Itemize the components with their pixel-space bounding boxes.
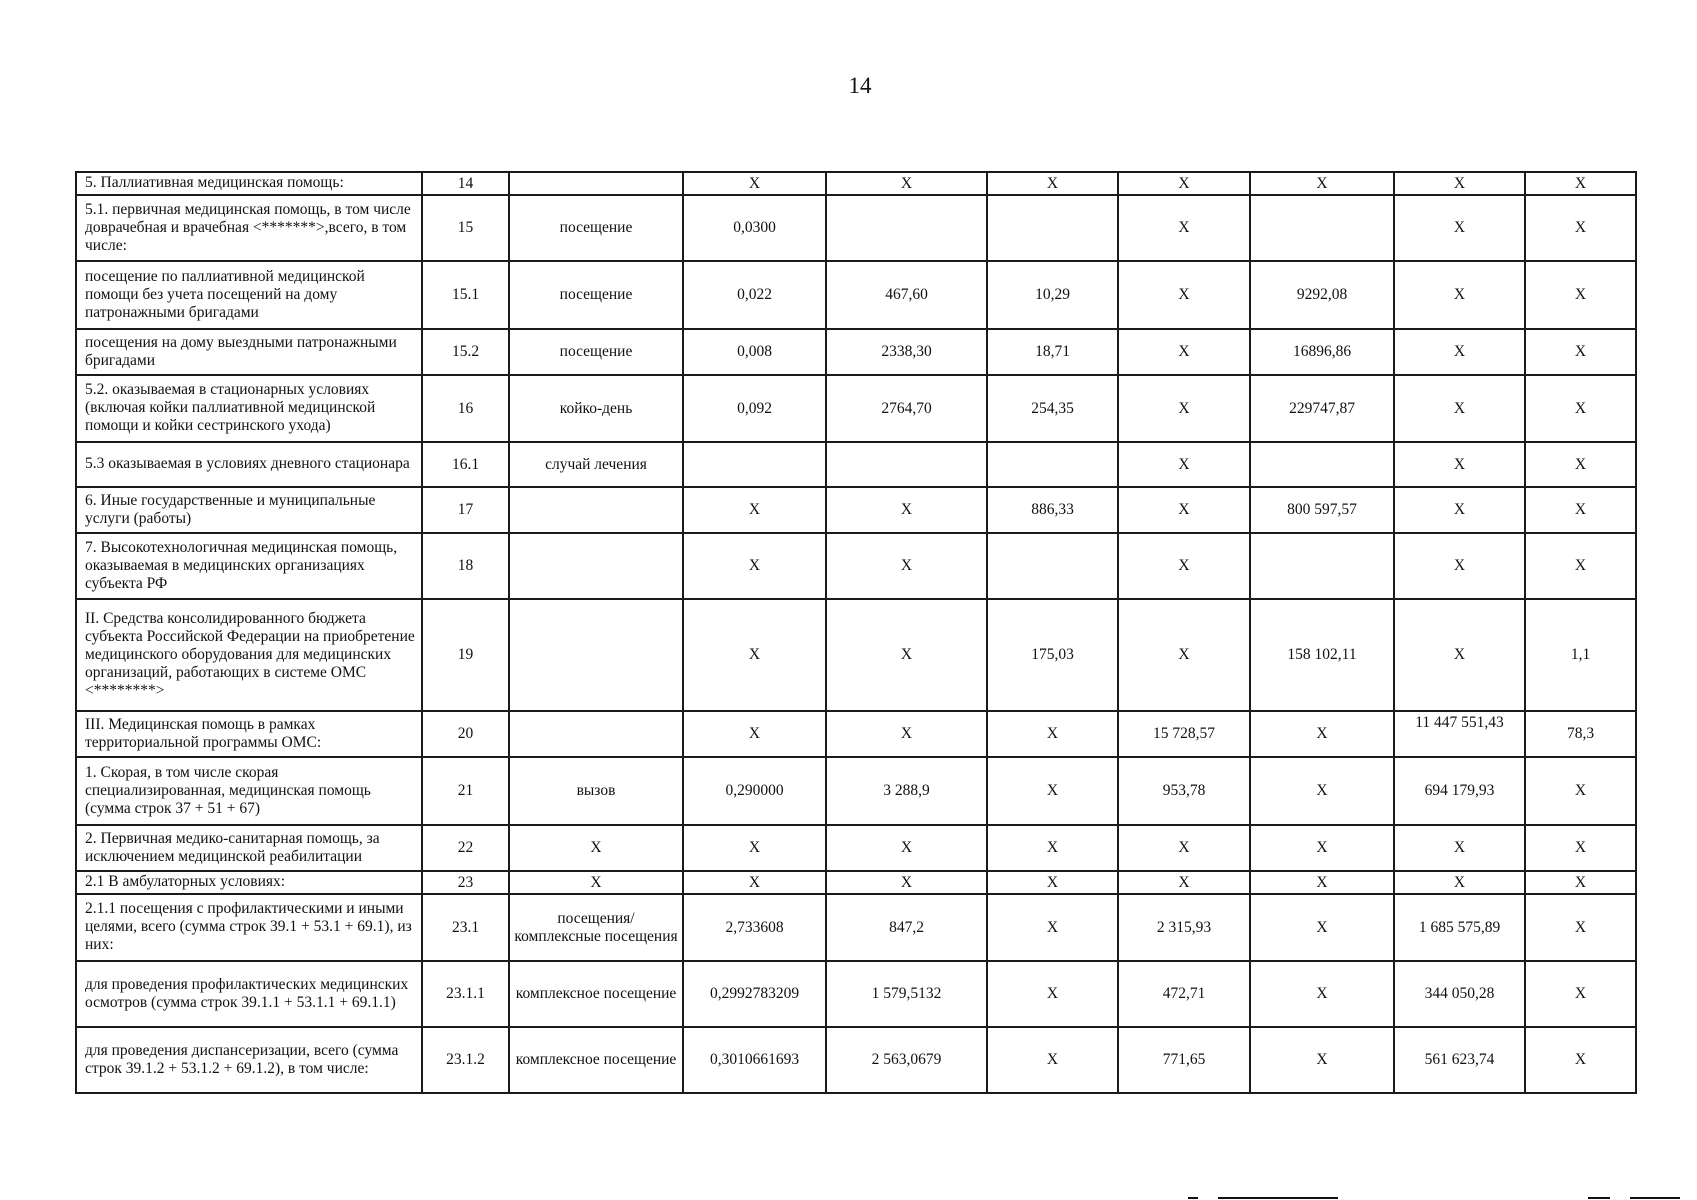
row-value: X	[683, 533, 826, 599]
row-value: X	[1394, 533, 1525, 599]
row-unit: посещение	[509, 195, 683, 261]
row-value: 0,2992783209	[683, 961, 826, 1027]
row-name: 1. Скорая, в том числе скорая специализированная, медицинская помощь (сумма строк 37 + 51 + 67)	[76, 757, 422, 825]
table-row	[76, 487, 1636, 533]
row-value: X	[683, 599, 826, 711]
footer-dash	[1188, 1197, 1198, 1199]
row-value: X	[1525, 375, 1636, 442]
row-unit	[509, 711, 683, 757]
row-unit: койко-день	[509, 375, 683, 442]
row-value: X	[1525, 329, 1636, 375]
row-unit	[509, 533, 683, 599]
row-value: 2764,70	[826, 375, 987, 442]
row-unit: посещение	[509, 261, 683, 329]
row-value: X	[1118, 442, 1250, 487]
row-value: X	[1394, 172, 1525, 195]
row-code: 23.1.2	[422, 1027, 509, 1093]
row-value: X	[1118, 871, 1250, 894]
row-value: X	[1250, 711, 1394, 757]
table-row	[76, 894, 1636, 961]
row-value: 158 102,11	[1250, 599, 1394, 711]
row-value: X	[987, 172, 1118, 195]
row-value: 467,60	[826, 261, 987, 329]
table-row	[76, 261, 1636, 329]
row-unit: вызов	[509, 757, 683, 825]
row-value: 561 623,74	[1394, 1027, 1525, 1093]
row-value: 800 597,57	[1250, 487, 1394, 533]
table-row	[76, 825, 1636, 871]
row-value: X	[1394, 871, 1525, 894]
row-value: X	[1250, 1027, 1394, 1093]
footer-dash	[1588, 1197, 1610, 1199]
row-value: X	[1118, 825, 1250, 871]
row-value: X	[1118, 172, 1250, 195]
row-value: X	[683, 711, 826, 757]
row-value: X	[987, 961, 1118, 1027]
row-value: X	[987, 871, 1118, 894]
table-row	[76, 442, 1636, 487]
row-value: 11 447 551,43	[1394, 711, 1525, 757]
row-value: X	[1394, 825, 1525, 871]
row-value: 472,71	[1118, 961, 1250, 1027]
table-row	[76, 195, 1636, 261]
financing-table	[75, 171, 1637, 1094]
row-value: 9292,08	[1250, 261, 1394, 329]
row-unit	[509, 599, 683, 711]
row-value: 953,78	[1118, 757, 1250, 825]
row-value: X	[826, 871, 987, 894]
table-row	[76, 533, 1636, 599]
row-value: 229747,87	[1250, 375, 1394, 442]
row-value: 2338,30	[826, 329, 987, 375]
row-value: X	[683, 487, 826, 533]
row-value: 78,3	[1525, 711, 1636, 757]
table-row	[76, 599, 1636, 711]
row-value: 847,2	[826, 894, 987, 961]
row-value: X	[1394, 487, 1525, 533]
row-name: 6. Иные государственные и муниципальные услуги (работы)	[76, 487, 422, 533]
row-code: 22	[422, 825, 509, 871]
row-code: 23.1	[422, 894, 509, 961]
row-code: 17	[422, 487, 509, 533]
row-value: X	[987, 894, 1118, 961]
row-value: 1,1	[1525, 599, 1636, 711]
row-name: 5.2. оказываемая в стационарных условиях (включая койки паллиативной медицинской помощи и койки сестринского ухода)	[76, 375, 422, 442]
footer-rule	[1630, 1197, 1680, 1199]
row-value: X	[1525, 487, 1636, 533]
row-value: X	[826, 825, 987, 871]
row-value: X	[826, 487, 987, 533]
row-code: 20	[422, 711, 509, 757]
row-value	[987, 442, 1118, 487]
row-value	[826, 195, 987, 261]
row-value: 175,03	[987, 599, 1118, 711]
row-value: 0,3010661693	[683, 1027, 826, 1093]
row-unit	[509, 172, 683, 195]
row-name: III. Медицинская помощь в рамках территориальной программы ОМС:	[76, 711, 422, 757]
row-value: X	[1525, 195, 1636, 261]
row-code: 14	[422, 172, 509, 195]
row-value: X	[1118, 599, 1250, 711]
row-code: 16.1	[422, 442, 509, 487]
row-name: II. Средства консолидированного бюджета субъекта Российской Федерации на приобретение медицинского оборудования для медицинских организаций, работающих в системе ОМС <********>	[76, 599, 422, 711]
row-value: X	[1525, 172, 1636, 195]
row-value: X	[987, 825, 1118, 871]
row-value: X	[1118, 195, 1250, 261]
row-value: 0,092	[683, 375, 826, 442]
row-value	[1250, 533, 1394, 599]
table-row	[76, 329, 1636, 375]
row-name: 5.1. первичная медицинская помощь, в том числе доврачебная и врачебная <*******>,всего, в том числе:	[76, 195, 422, 261]
row-value: X	[1118, 329, 1250, 375]
row-value: X	[987, 1027, 1118, 1093]
row-value: 2 315,93	[1118, 894, 1250, 961]
row-value: X	[826, 172, 987, 195]
row-value: X	[1118, 533, 1250, 599]
row-value: X	[1525, 442, 1636, 487]
row-value: X	[1394, 195, 1525, 261]
row-value: 254,35	[987, 375, 1118, 442]
row-name: 5. Паллиативная медицинская помощь:	[76, 172, 422, 195]
row-value: X	[1250, 757, 1394, 825]
row-value: X	[987, 711, 1118, 757]
row-value: X	[1118, 375, 1250, 442]
row-unit: комплексное посещение	[509, 961, 683, 1027]
row-code: 23	[422, 871, 509, 894]
row-unit	[509, 487, 683, 533]
row-name: посещение по паллиативной медицинской помощи без учета посещений на дому патронажными бригадами	[76, 261, 422, 329]
row-value	[1250, 442, 1394, 487]
row-value: X	[1525, 261, 1636, 329]
row-code: 15.1	[422, 261, 509, 329]
row-name: посещения на дому выездными патронажными бригадами	[76, 329, 422, 375]
table-row	[76, 172, 1636, 195]
row-name: 2.1.1 посещения с профилактическими и иными целями, всего (сумма строк 39.1 + 53.1 + 69.1), из них:	[76, 894, 422, 961]
row-unit: посещения/ комплексные посещения	[509, 894, 683, 961]
row-value: 0,008	[683, 329, 826, 375]
row-value: X	[1525, 961, 1636, 1027]
row-name: для проведения диспансеризации, всего (сумма строк 39.1.2 + 53.1.2 + 69.1.2), в том числе:	[76, 1027, 422, 1093]
row-value: X	[826, 599, 987, 711]
row-value: 16896,86	[1250, 329, 1394, 375]
row-value: X	[1525, 757, 1636, 825]
row-unit: случай лечения	[509, 442, 683, 487]
row-value: X	[683, 871, 826, 894]
row-value: 15 728,57	[1118, 711, 1250, 757]
table-row	[76, 1027, 1636, 1093]
table-row	[76, 711, 1636, 757]
footer-rule	[1218, 1197, 1338, 1199]
row-value: 1 579,5132	[826, 961, 987, 1027]
row-value: 10,29	[987, 261, 1118, 329]
row-value: 18,71	[987, 329, 1118, 375]
row-value: 771,65	[1118, 1027, 1250, 1093]
row-value: X	[1250, 172, 1394, 195]
row-value	[826, 442, 987, 487]
row-value: X	[1525, 825, 1636, 871]
row-value: X	[1525, 871, 1636, 894]
row-value: X	[1250, 961, 1394, 1027]
row-value: X	[1250, 871, 1394, 894]
row-value: X	[987, 757, 1118, 825]
row-value: 0,0300	[683, 195, 826, 261]
row-name: 2. Первичная медико-санитарная помощь, за исключением медицинской реабилитации	[76, 825, 422, 871]
row-name: 2.1 В амбулаторных условиях:	[76, 871, 422, 894]
row-unit: X	[509, 871, 683, 894]
row-code: 21	[422, 757, 509, 825]
row-value: X	[1250, 825, 1394, 871]
row-value: 1 685 575,89	[1394, 894, 1525, 961]
row-value: X	[1250, 894, 1394, 961]
row-value: 0,290000	[683, 757, 826, 825]
row-code: 15.2	[422, 329, 509, 375]
row-code: 15	[422, 195, 509, 261]
row-value: 344 050,28	[1394, 961, 1525, 1027]
table-row	[76, 757, 1636, 825]
row-value: 0,022	[683, 261, 826, 329]
row-value: X	[1394, 261, 1525, 329]
row-value: X	[826, 533, 987, 599]
row-unit: посещение	[509, 329, 683, 375]
row-value: X	[1525, 894, 1636, 961]
row-value: 886,33	[987, 487, 1118, 533]
row-value: X	[1394, 329, 1525, 375]
row-code: 19	[422, 599, 509, 711]
table-row	[76, 961, 1636, 1027]
row-value	[1250, 195, 1394, 261]
row-value	[683, 442, 826, 487]
row-code: 18	[422, 533, 509, 599]
row-name: 5.3 оказываемая в условиях дневного стационара	[76, 442, 422, 487]
row-value: X	[1394, 375, 1525, 442]
row-value	[987, 533, 1118, 599]
row-name: 7. Высокотехнологичная медицинская помощь, оказываемая в медицинских организациях субъекта РФ	[76, 533, 422, 599]
row-value: X	[1525, 533, 1636, 599]
row-unit: комплексное посещение	[509, 1027, 683, 1093]
row-value: 694 179,93	[1394, 757, 1525, 825]
row-value: X	[1394, 599, 1525, 711]
row-value: X	[683, 172, 826, 195]
row-name: для проведения профилактических медицинских осмотров (сумма строк 39.1.1 + 53.1.1 + 69.1.1)	[76, 961, 422, 1027]
row-code: 23.1.1	[422, 961, 509, 1027]
row-value: X	[683, 825, 826, 871]
row-value: X	[1118, 261, 1250, 329]
row-value: 2 563,0679	[826, 1027, 987, 1093]
row-unit: X	[509, 825, 683, 871]
page-number: 14	[848, 73, 872, 98]
row-value: 2,733608	[683, 894, 826, 961]
row-code: 16	[422, 375, 509, 442]
table-row	[76, 375, 1636, 442]
row-value: 3 288,9	[826, 757, 987, 825]
table-row	[76, 871, 1636, 894]
row-value: X	[1394, 442, 1525, 487]
row-value: X	[826, 711, 987, 757]
row-value: X	[1118, 487, 1250, 533]
row-value	[987, 195, 1118, 261]
row-value: X	[1525, 1027, 1636, 1093]
